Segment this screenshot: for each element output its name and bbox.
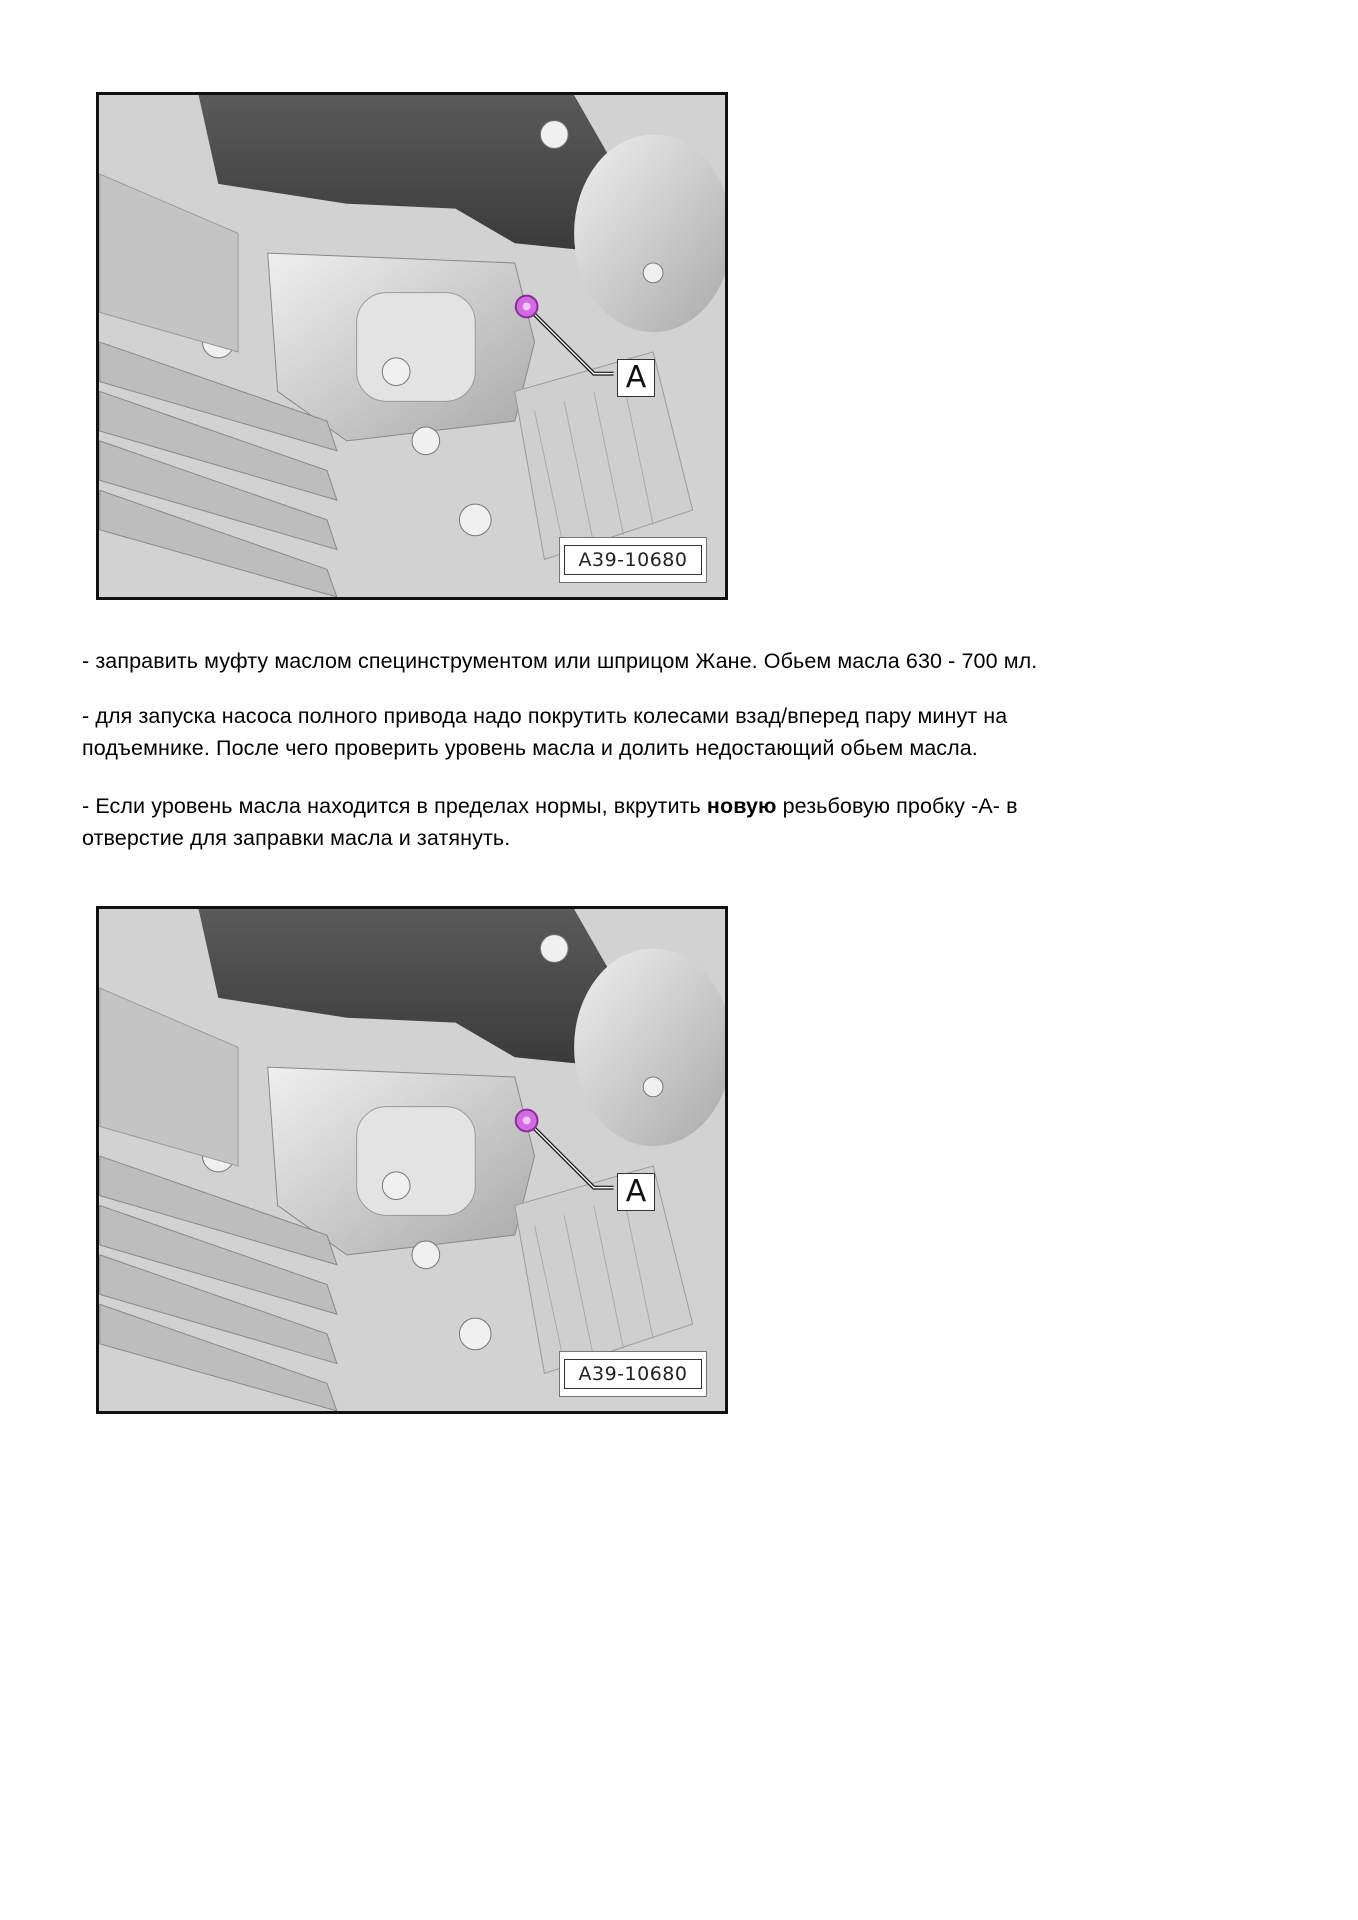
paragraph-line: отверстие для заправки масла и затянуть.: [82, 826, 511, 850]
paragraph-text: резьбовую пробку -А- в: [776, 794, 1018, 818]
callout-a-label: A: [617, 1173, 655, 1211]
instruction-paragraph-3: [82, 790, 1282, 854]
figure-id-box: [559, 1351, 707, 1397]
emphasis-text: новую: [706, 794, 777, 818]
paragraph-line: [82, 790, 1282, 822]
paragraph-line: подъемнике. После чего проверить уровень масла и долить недостающий обьем масла.: [82, 736, 978, 760]
paragraph-line: - для запуска насоса полного привода надо покрутить колесами взад/вперед пару минут на: [82, 704, 1008, 728]
instruction-paragraph-2: [82, 700, 1282, 764]
callout-a-label: A: [617, 359, 655, 397]
paragraph-text: - заправить муфту маслом специнструментом или шприцом Жане. Обьем масла 630 - 700 мл.: [82, 649, 1038, 673]
engine-illustration: [99, 95, 725, 597]
figure-engine-bottom: [96, 906, 728, 1414]
figure-id-label: A39-10680: [564, 1359, 703, 1389]
paragraph-text: - Если уровень масла находится в пределах нормы, вкрутить: [82, 794, 707, 818]
figure-engine-top: [96, 92, 728, 600]
engine-illustration: [99, 909, 725, 1411]
figure-id-box: [559, 537, 707, 583]
instruction-paragraph-1: [82, 645, 1282, 677]
figure-id-label: A39-10680: [564, 545, 703, 575]
